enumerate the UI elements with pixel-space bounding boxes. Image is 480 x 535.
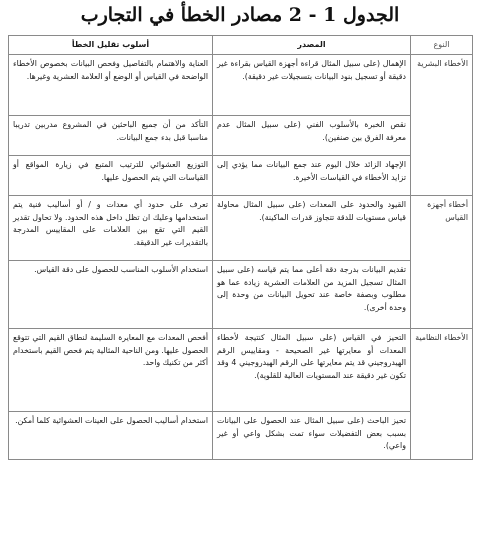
reduction-cell: استخدام الأسلوب المناسب للحصول على دقة القياس. — [9, 261, 213, 329]
header-source: المصدر — [213, 36, 411, 55]
table-row — [9, 116, 473, 156]
table-row — [9, 156, 473, 196]
group-human-errors: الأخطاء البشرية — [411, 55, 473, 196]
reduction-cell: تعرف على حدود أي معدات و / أو أساليب فنية يتم استخدامها وعليك ان تظل داخل هذه الحدود. ولا تحاول تقدير القيم التي تقع بين العلامات على المقاييس المدرجة بالتقديرات غير الدقيقة. — [9, 196, 213, 261]
table-row — [9, 412, 473, 460]
source-cell: القيود والحدود على المعدات (على سبيل المثال محاولة قياس مستويات للدقة تتجاوز قدرات الماكينة). — [213, 196, 411, 261]
header-type: النوع — [411, 36, 473, 55]
reduction-cell: استخدام أساليب الحصول على العينات العشوائية كلما أمكن. — [9, 412, 213, 460]
reduction-cell: أفحص المعدات مع المعايرة السليمة لنطاق القيم التي تتوقع الحصول عليها. ومن الناحية المثالية يتم فحص القيم باستخدام أكثر من تكنيك واحد. — [9, 329, 213, 412]
reduction-cell: التأكد من أن جميع الباحثين في المشروع مدربين تدريبا مناسبا قبل بدء جمع البيانات. — [9, 116, 213, 156]
source-cell: نقص الخبرة بالأسلوب الفني (على سبيل المثال عدم معرفة الفرق بين صنفين). — [213, 116, 411, 156]
header-reduction: أسلوب تقليل الخطأ — [9, 36, 213, 55]
source-cell: الإجهاد الزائد خلال اليوم عند جمع البيانات مما يؤدي إلى تزايد الأخطاء في القياسات الأخيرة. — [213, 156, 411, 196]
group-instrument-errors: أخطاء أجهزة القياس — [411, 196, 473, 329]
group-systematic-errors: الأخطاء النظامية — [411, 329, 473, 460]
source-cell: التحيز في القياس (على سبيل المثال كنتيجة لأخطاء المعدات أو معايرتها غير الصحيحة - ومقاييس الرقم الهيدروجيني قد يتم معايرتها على الرقم الهيدروجيني 4 وقد تكون غير دقيقة عند المستويات العالية للقلوية). — [213, 329, 411, 412]
reduction-cell: التوزيع العشوائي للترتيب المتبع في زيارة المواقع أو القياسات التي يتم الحصول عليها. — [9, 156, 213, 196]
error-sources-table — [8, 35, 473, 460]
reduction-cell: العناية والاهتمام بالتفاصيل وفحص البيانات بخصوص الأخطاء الواضحة في القياس أو الوضع أو العلامة العشرية وغيرها. — [9, 55, 213, 116]
table-title: الجدول 1 - 2 مصادر الخطأ في التجارب — [80, 4, 400, 26]
source-cell: الإهمال (على سبيل المثال قراءة أجهزة القياس بقراءة غير دقيقة أو تسجيل بنود البيانات بتسجيلات غير دقيقة). — [213, 55, 411, 116]
source-cell: تحيز الباحث (على سبيل المثال عند الحصول على البيانات بسبب بعض التفضيلات سواء تمت بشكل واعي أو غير واعي). — [213, 412, 411, 460]
table-row — [9, 329, 473, 412]
table-row — [9, 55, 473, 116]
source-cell: تقديم البيانات بدرجة دقة أعلى مما يتم قياسه (على سبيل المثال تسجيل المزيد من العلامات العشرية زيادة عما هو مطلوب وبصفة خاصة عند تحويل البيانات من وحدة إلى وحدة أخرى). — [213, 261, 411, 329]
table-row — [9, 196, 473, 261]
table-row — [9, 261, 473, 329]
header-row — [9, 36, 473, 55]
